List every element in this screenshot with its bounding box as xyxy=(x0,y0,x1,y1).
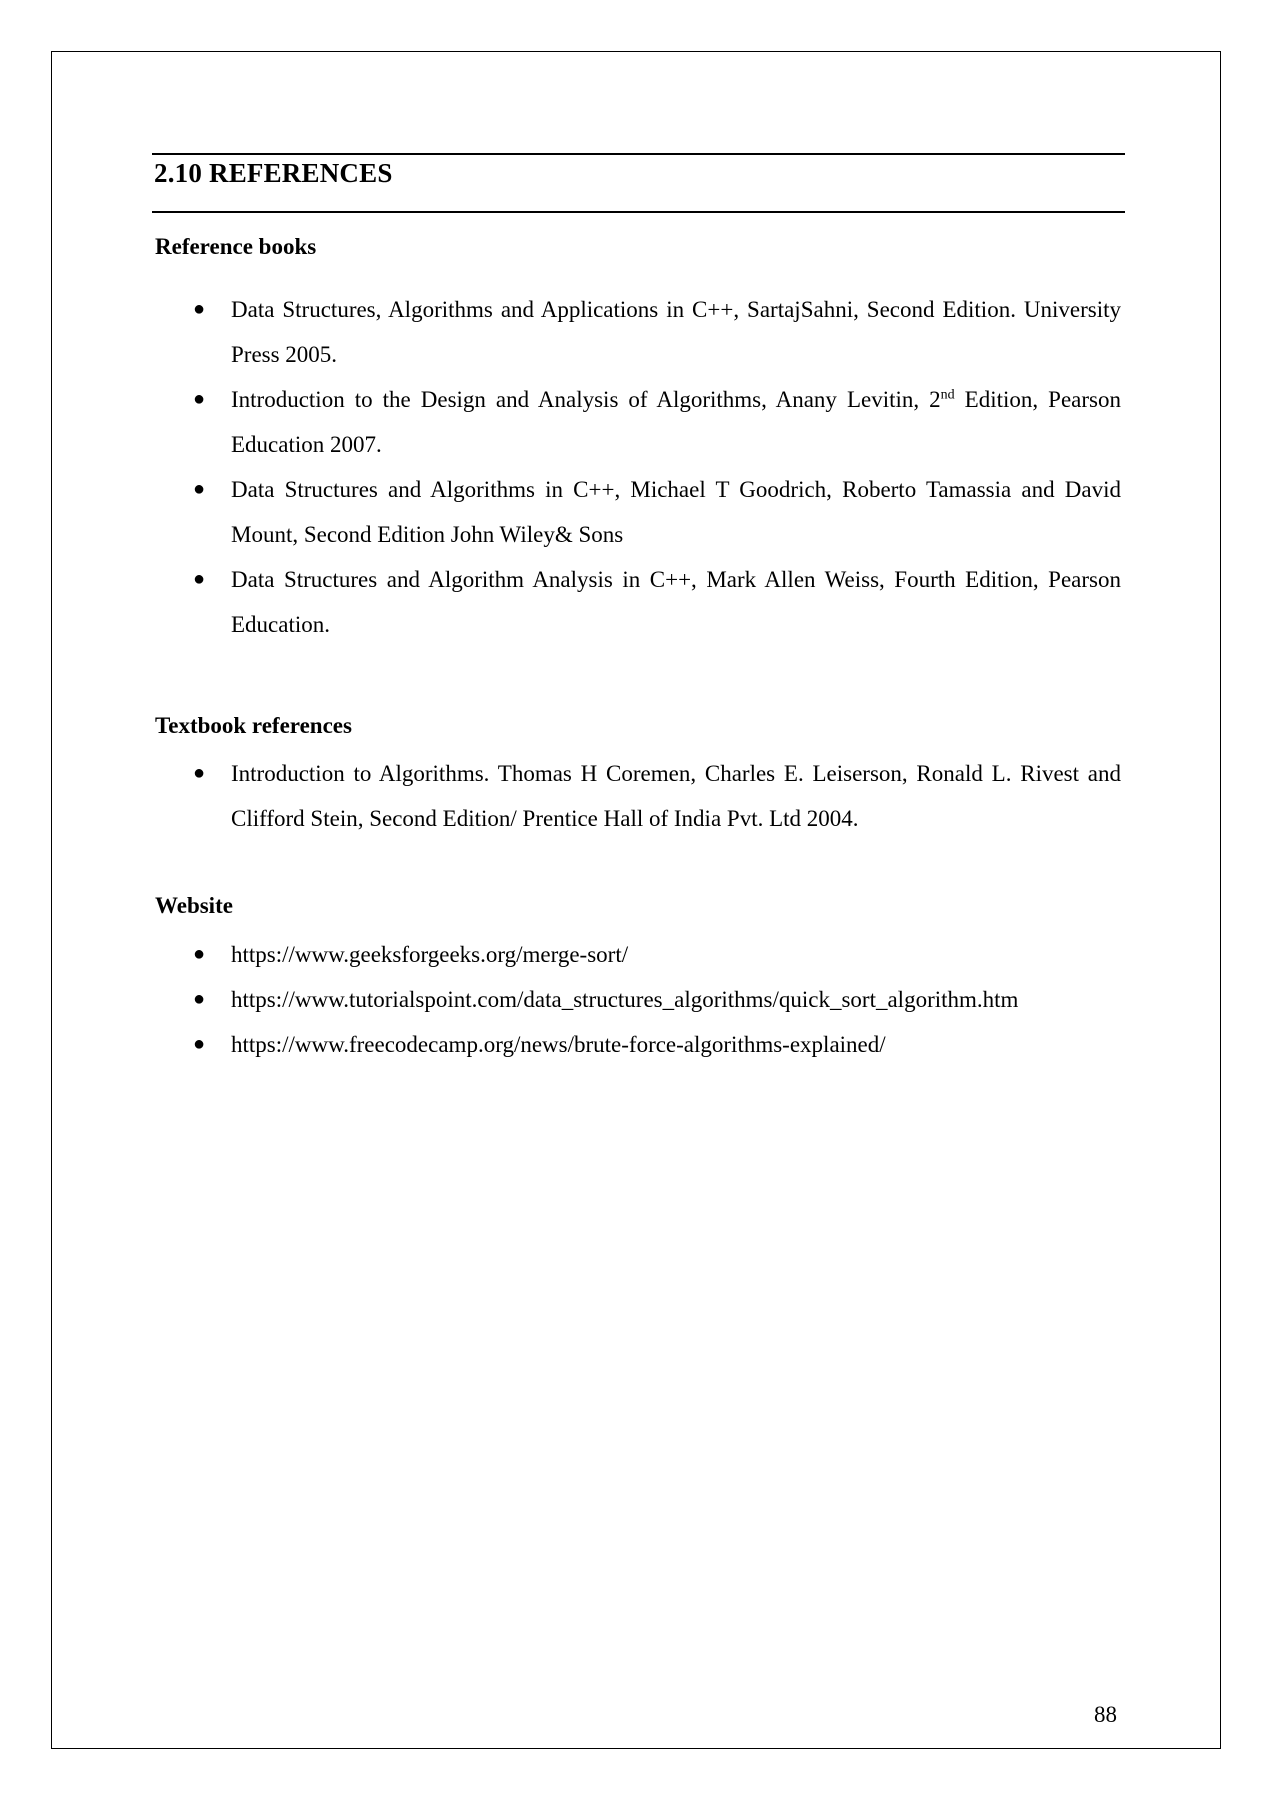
list-item xyxy=(0,751,1139,841)
reference-text-cont: Edition, Pearson Education 2007. xyxy=(231,387,1121,457)
list-item xyxy=(0,557,1121,647)
bullet-icon: ● xyxy=(193,568,206,590)
list-item xyxy=(0,1022,1121,1067)
list-item xyxy=(0,377,1121,467)
list-item xyxy=(0,932,1121,977)
website-list xyxy=(0,932,1273,1067)
bullet-icon: ● xyxy=(193,298,206,320)
bullet-icon: ● xyxy=(193,478,206,500)
reference-text: Data Structures and Algorithms in C++, Michael T Goodrich, Roberto Tamassia and David Mount, Second Edition John Wiley& Sons xyxy=(231,477,1121,547)
section-title: 2.10 REFERENCES xyxy=(154,158,393,188)
ordinal-suffix: nd xyxy=(940,387,955,403)
bullet-icon: ● xyxy=(193,988,206,1010)
bullet-icon: ● xyxy=(193,762,206,784)
bullet-icon: ● xyxy=(193,1033,206,1055)
page-number: 88 xyxy=(1094,1702,1117,1727)
reference-text: Data Structures and Algorithm Analysis in C++, Mark Allen Weiss, Fourth Edition, Pearson Education. xyxy=(231,567,1121,637)
list-item xyxy=(0,467,1121,557)
list-item xyxy=(0,287,1121,377)
reference-text: Introduction to the Design and Analysis of Algorithms, Anany Levitin, 2 xyxy=(231,387,941,412)
reference-text: Introduction to Algorithms. Thomas H Coremen, Charles E. Leiserson, Ronald L. Rivest and Clifford Stein, Second Edition/ Prentice Hall of India Pvt. Ltd 2004. xyxy=(231,761,1139,831)
website-link[interactable]: https://www.tutorialspoint.com/data_structures_algorithms/quick_sort_algorithm.htm xyxy=(231,987,1019,1012)
website-link[interactable]: https://www.geeksforgeeks.org/merge-sort/ xyxy=(231,942,629,967)
website-link[interactable]: https://www.freecodecamp.org/news/brute-force-algorithms-explained/ xyxy=(231,1032,886,1057)
bullet-icon: ● xyxy=(193,943,206,965)
list-item xyxy=(0,977,1121,1022)
reference-text: Data Structures, Algorithms and Applications in C++, SartajSahni, Second Edition. University Press 2005. xyxy=(231,297,1121,367)
bullet-icon: ● xyxy=(193,388,206,410)
website-heading: Website xyxy=(155,893,233,918)
textbook-references-list xyxy=(0,751,1273,841)
textbook-references-heading: Textbook references xyxy=(155,713,352,738)
reference-books-list xyxy=(0,287,1273,647)
reference-books-heading: Reference books xyxy=(155,234,317,259)
title-rule-bottom xyxy=(152,211,1125,213)
title-rule-top xyxy=(152,153,1125,155)
